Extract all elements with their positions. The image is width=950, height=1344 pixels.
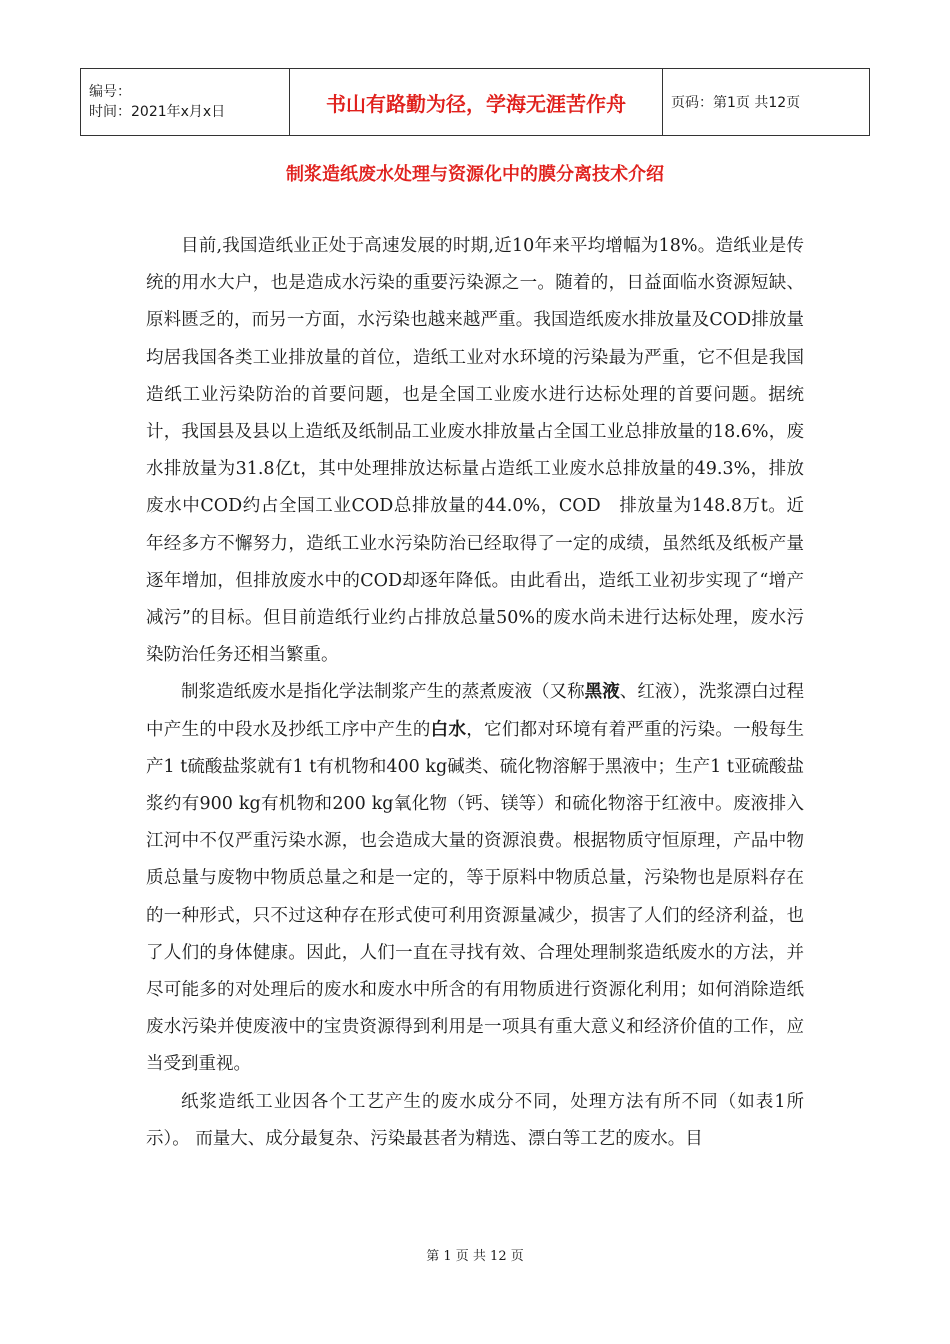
header-motto: 书山有路勤为径，学海无涯苦作舟 <box>290 69 663 136</box>
document-title: 制浆造纸废水处理与资源化中的膜分离技术介绍 <box>286 164 664 185</box>
header-table <box>80 68 870 136</box>
paragraph-2 <box>146 674 804 1083</box>
document-body <box>146 228 804 1158</box>
paragraph-3: 纸浆造纸工业因各个工艺产生的废水成分不同，处理方法有所不同（如表1所示）。 而量大、成分最复杂、污染最甚者为精选、漂白等工艺的废水。目 <box>146 1091 804 1149</box>
header-page-info: 页码：第1页 共12页 <box>663 69 870 136</box>
document-time-label: 时间：2021年x月x日 <box>89 104 226 120</box>
paragraph-2-text-c: ，它们都对环境有着严重的污染。一般每生产1 t硫酸盐浆就有1 t有机物和400 kg碱类、硫化物溶解于黑液中；生产1 t亚硫酸盐浆约有900 kg有机物和200 kg氧化物（钙、镁等）和硫化物溶于红液中。废液排入江河中不仅严重污染水源，也会造成大量的资源浪费。根据物质守恒原理，产品中物质总量与废物中物质总量之和是一定的，等于原料中物质总量，污染物也是原料存在的一种形式，只不过这种存在形式使可利用资源量减少，损害了人们的经济利益，也了人们的身体健康。因此，人们一直在寻找有效、合理处理制浆造纸废水的方法，并尽可能多的对处理后的废水和废水中所含的有用物质进行资源化利用；如何消除造纸废水污染并使废液中的宝贵资源得到利用是一项具有重大意义和经济价值的工作，应当受到重视。 <box>146 719 805 1075</box>
document-number-label: 编号： <box>89 84 131 100</box>
paragraph-2-text-a: 制浆造纸废水是指化学法制浆产生的蒸煮废液（又称 <box>181 682 585 703</box>
term-black-liquor: 黑液 <box>584 682 620 703</box>
header-meta-cell <box>81 69 290 136</box>
term-white-water: 白水 <box>430 719 467 740</box>
paragraph-1: 目前,我国造纸业正处于高速发展的时期,近10年来平均增幅为18%。造纸业是传统的用水大户，也是造成水污染的重要污染源之一。随着的，日益面临水资源短缺、原料匮乏的，而另一方面，水污染也越来越严重。我国造纸废水排放量及COD排放量均居我国各类工业排放量的首位，造纸工业对水环境的污染最为严重，它不但是我国造纸工业污染防治的首要问题，也是全国工业废水进行达标处理的首要问题。据统计，我国县及县以上造纸及纸制品工业废水排放量占全国工业总排放量的18.6%，废水排放量为31.8亿t，其中处理排放达标量占造纸工业废水总排放量的49.3%，排放废水中COD约占全国工业COD总排放量的44.0%，COD 排放量为148.8万t。近年经多方不懈努力，造纸工业水污染防治已经取得了一定的成绩，虽然纸及纸板产量逐年增加，但排放废水中的COD却逐年降低。由此看出，造纸工业初步实现了“增产减污”的目标。但目前造纸行业约占排放总量50%的废水尚未进行达标处理，废水污染防治任务还相当繁重。 <box>146 236 804 666</box>
paragraph-2-text-b: 、红液），洗浆漂白过程中产生的中段水及抄纸工序中产生的 <box>146 682 805 740</box>
page-footer: 第 1 页 共 12 页 <box>426 1249 524 1264</box>
